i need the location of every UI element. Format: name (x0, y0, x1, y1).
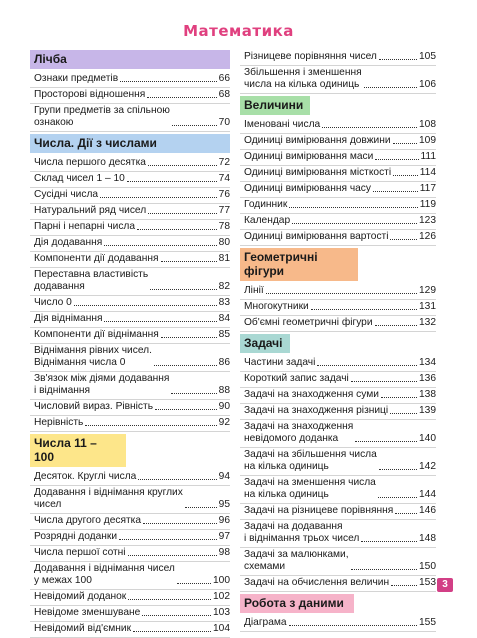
toc-entry[interactable] (30, 606, 230, 622)
toc-entry-label: Задачі на знаходження різниці (244, 405, 389, 416)
toc-entry-label: Короткий запис задачі (244, 373, 349, 384)
toc-entry[interactable] (30, 312, 230, 328)
toc-entry[interactable] (240, 316, 436, 332)
toc-entry-page-number: 134 (419, 357, 436, 368)
toc-entry-label: Одиниці вимірювання часу (244, 183, 371, 194)
toc-entry-page-number: 78 (218, 221, 230, 232)
dot-leader (74, 305, 217, 306)
section-header-quantities: Величини (240, 96, 310, 115)
dot-leader (155, 409, 217, 410)
toc-entry-label: Дія віднімання (34, 313, 103, 324)
dot-leader (375, 159, 418, 160)
toc-entry-label: Задачі на знаходження суми (244, 389, 379, 400)
toc-entry[interactable] (240, 230, 436, 246)
toc-entry-page-number: 148 (419, 533, 436, 544)
toc-entry-page-number: 104 (213, 623, 230, 634)
toc-entry-page-number: 66 (218, 73, 230, 84)
dot-leader (395, 513, 417, 514)
toc-entry[interactable] (30, 328, 230, 344)
dot-leader (364, 87, 417, 88)
toc-entry[interactable] (30, 530, 230, 546)
toc-entry-label: Календар (244, 215, 291, 226)
toc-entry-label: Просторові відношення (34, 89, 146, 100)
toc-entry[interactable] (30, 622, 230, 638)
dot-leader (161, 337, 217, 338)
toc-entry-page-number: 84 (218, 313, 230, 324)
toc-entry-page-number: 106 (419, 79, 436, 90)
dot-leader (143, 523, 217, 524)
dot-leader (128, 555, 217, 556)
dot-leader (390, 413, 417, 414)
toc-entry-label: Групи предметів за спільною ознакою (34, 105, 170, 128)
dot-leader (317, 365, 417, 366)
toc-entry[interactable] (240, 214, 436, 230)
dot-leader (375, 325, 417, 326)
toc-entry-page-number: 103 (213, 607, 230, 618)
toc-entry-page-number: 77 (218, 205, 230, 216)
toc-entry-label: Задачі на додавання і віднімання трьох чисел (244, 521, 360, 544)
toc-entry-page-number: 100 (213, 575, 230, 586)
dot-leader (355, 441, 417, 442)
dot-leader (351, 381, 417, 382)
toc-entry-label: Невідомий доданок (34, 591, 127, 602)
dot-leader (100, 197, 217, 198)
dot-leader (379, 469, 417, 470)
toc-entry-label: Розрядні доданки (34, 531, 118, 542)
dot-leader (104, 245, 216, 246)
toc-entry[interactable] (240, 616, 436, 632)
toc-entry-page-number: 150 (419, 561, 436, 572)
toc-entry[interactable] (30, 416, 230, 432)
toc-entry[interactable] (30, 72, 230, 88)
toc-entry-label: Збільшення і зменшення числа на кілька одиниць (244, 67, 362, 90)
toc-entry-label: Невідомий від'ємник (34, 623, 132, 634)
dot-leader (311, 309, 417, 310)
dot-leader (361, 541, 417, 542)
dot-leader (379, 59, 417, 60)
toc-entry-page-number: 144 (419, 489, 436, 500)
toc-entry[interactable] (240, 166, 436, 182)
toc-entry-page-number: 92 (218, 417, 230, 428)
toc-entry-page-number: 129 (419, 285, 436, 296)
toc-entry[interactable] (30, 268, 230, 296)
toc-entry-page-number: 139 (419, 405, 436, 416)
dot-leader (85, 425, 216, 426)
section-header-problems: Задачі (240, 334, 290, 353)
dot-leader (172, 125, 217, 126)
section-header-working-with-data: Робота з даними (240, 594, 354, 613)
dot-leader (289, 625, 417, 626)
toc-entry-page-number: 80 (218, 237, 230, 248)
toc-entry-page-number: 86 (218, 357, 230, 368)
toc-entry[interactable] (240, 548, 436, 576)
dot-leader (104, 321, 216, 322)
toc-entry-page-number: 90 (218, 401, 230, 412)
toc-entry-page-number: 94 (218, 471, 230, 482)
toc-entry-label: Число 0 (34, 297, 72, 308)
toc-entry-label: Задачі на зменшення числа на кілька одиниць (244, 477, 376, 500)
dot-leader (266, 293, 417, 294)
page-number-badge: 3 (437, 578, 453, 592)
toc-entry[interactable] (30, 156, 230, 172)
section-header-numbers-11-100: Числа 11 – 100 (30, 434, 126, 467)
toc-entry[interactable] (30, 344, 230, 372)
dot-leader (322, 127, 417, 128)
toc-entry[interactable] (30, 172, 230, 188)
toc-entry-page-number: 72 (218, 157, 230, 168)
left-column (30, 48, 230, 638)
toc-entry-page-number: 114 (419, 167, 436, 178)
toc-entry[interactable] (240, 182, 436, 198)
toc-entry[interactable] (30, 486, 230, 514)
toc-entry-label: Одиниці вимірювання місткості (244, 167, 392, 178)
section-list-quantities (240, 118, 436, 246)
dot-leader (137, 229, 217, 230)
toc-entry-label: Десяток. Круглі числа (34, 471, 137, 482)
toc-entry[interactable] (30, 470, 230, 486)
toc-entry[interactable] (30, 546, 230, 562)
toc-entry-label: Нерівність (34, 417, 84, 428)
section-header-numbers-operations: Числа. Дії з числами (30, 134, 230, 153)
toc-entry-page-number: 85 (218, 329, 230, 340)
toc-entry-page-number: 132 (419, 317, 436, 328)
dot-leader (148, 165, 217, 166)
toc-entry-page-number: 142 (419, 461, 436, 472)
toc-entry-page-number: 83 (218, 297, 230, 308)
toc-entry[interactable] (30, 104, 230, 132)
dot-leader (154, 365, 217, 366)
toc-entry-page-number: 105 (419, 51, 436, 62)
toc-entry-page-number: 102 (213, 591, 230, 602)
toc-entry[interactable] (240, 150, 436, 166)
toc-entry[interactable] (240, 372, 436, 388)
toc-entry[interactable] (30, 562, 230, 590)
toc-entry-page-number: 74 (218, 173, 230, 184)
section-list-counting (30, 72, 230, 132)
section-list-numbers-operations (30, 156, 230, 432)
dot-leader (171, 393, 216, 394)
toc-entry-page-number: 68 (218, 89, 230, 100)
toc-entry-page-number: 82 (218, 281, 230, 292)
toc-entry[interactable] (240, 356, 436, 372)
section-header-geometric-figures: Геометричні фігури (240, 248, 358, 281)
toc-entry-page-number: 81 (218, 253, 230, 264)
section-list-continued (240, 50, 436, 94)
toc-entry-label: Сусідні числа (34, 189, 99, 200)
toc-entry[interactable] (240, 520, 436, 548)
toc-entry-label: Годинник (244, 199, 288, 210)
toc-entry-label: Одиниці вимірювання довжини (244, 135, 391, 146)
toc-entry-label: Іменовані числа (244, 119, 321, 130)
toc-entry-label: Склад чисел 1 – 10 (34, 173, 125, 184)
section-list-geometric-figures (240, 284, 436, 332)
toc-entry-label: Невідоме зменшуване (34, 607, 141, 618)
toc-entry-page-number: 119 (419, 199, 436, 210)
dot-leader (393, 143, 417, 144)
toc-entry[interactable] (30, 372, 230, 400)
toc-entry-label: Додавання і віднімання круглих чисел (34, 487, 183, 510)
toc-entry-label: Компоненти дії додавання (34, 253, 159, 264)
dot-leader (150, 289, 217, 290)
toc-entry-label: Задачі на різницеве порівняння (244, 505, 394, 516)
toc-entry-page-number: 140 (419, 433, 436, 444)
dot-leader (147, 97, 216, 98)
dot-leader (393, 175, 418, 176)
toc-entry[interactable] (30, 204, 230, 220)
toc-entry[interactable] (30, 220, 230, 236)
toc-entry[interactable] (240, 284, 436, 300)
dot-leader (133, 631, 211, 632)
toc-entry-label: Дія додавання (34, 237, 103, 248)
toc-entry-label: Задачі за малюнками, схемами (244, 549, 349, 572)
toc-entry[interactable] (30, 590, 230, 606)
toc-entry-label: Частини задачі (244, 357, 316, 368)
toc-entry-label: Числовий вираз. Рівність (34, 401, 154, 412)
toc-entry-label: Числа першої сотні (34, 547, 126, 558)
toc-entry-label: Многокутники (244, 301, 309, 312)
toc-entry[interactable] (30, 88, 230, 104)
toc-entry-label: Зв'язок між діями додавання і віднімання (34, 373, 170, 396)
toc-entry-page-number: 111 (420, 151, 436, 162)
toc-entry[interactable] (30, 236, 230, 252)
toc-entry-page-number: 108 (419, 119, 436, 130)
toc-entry[interactable] (30, 296, 230, 312)
toc-entry-page-number: 153 (419, 577, 436, 588)
dot-leader (378, 497, 417, 498)
toc-entry-page-number: 136 (419, 373, 436, 384)
toc-entry[interactable] (240, 118, 436, 134)
dot-leader (381, 397, 417, 398)
toc-entry-page-number: 76 (218, 189, 230, 200)
dot-leader (119, 539, 217, 540)
toc-entry[interactable] (30, 514, 230, 530)
toc-entry[interactable] (30, 400, 230, 416)
toc-entry-label: Задачі на знаходження невідомого доданка (244, 421, 354, 444)
toc-entry-page-number: 97 (218, 531, 230, 542)
toc-entry[interactable] (240, 448, 436, 476)
toc-entry-label: Одиниці вимірювання вартості (244, 231, 389, 242)
dot-leader (390, 239, 417, 240)
toc-entry-label: Переставна властивість додавання (34, 269, 149, 292)
toc-entry[interactable] (240, 134, 436, 150)
section-header-counting: Лічба (30, 50, 230, 69)
right-column (240, 50, 436, 632)
toc-entry-label: Числа другого десятка (34, 515, 141, 526)
toc-entry-page-number: 126 (419, 231, 436, 242)
dot-leader (138, 479, 216, 480)
dot-leader (391, 585, 417, 586)
toc-entry-label: Парні і непарні числа (34, 221, 136, 232)
section-list-problems (240, 356, 436, 592)
toc-entry-label: Ознаки предметів (34, 73, 119, 84)
toc-entry-page-number: 146 (419, 505, 436, 516)
toc-entry[interactable] (240, 388, 436, 404)
toc-entry[interactable] (240, 198, 436, 214)
toc-entry[interactable] (240, 300, 436, 316)
toc-entry-label: Різницеве порівняння чисел (244, 51, 377, 62)
toc-entry-page-number: 96 (218, 515, 230, 526)
toc-entry-page-number: 117 (419, 183, 436, 194)
dot-leader (373, 191, 418, 192)
toc-entry-label: Лінії (244, 285, 264, 296)
toc-entry[interactable] (240, 576, 436, 592)
toc-entry[interactable] (240, 504, 436, 520)
dot-leader (185, 507, 217, 508)
dot-leader (128, 599, 211, 600)
toc-entry-label: Задачі на збільшення числа на кілька одиниць (244, 449, 377, 472)
dot-leader (289, 207, 417, 208)
toc-entry-label: Додавання і віднімання чисел у межах 100 (34, 563, 175, 586)
toc-entry[interactable] (30, 188, 230, 204)
toc-entry[interactable] (240, 50, 436, 66)
toc-entry-page-number: 95 (218, 499, 230, 510)
toc-entry[interactable] (240, 476, 436, 504)
toc-entry-page-number: 123 (419, 215, 436, 226)
toc-entry-page-number: 98 (218, 547, 230, 558)
toc-entry[interactable] (30, 252, 230, 268)
dot-leader (292, 223, 417, 224)
dot-leader (142, 615, 211, 616)
toc-entry-label: Натуральний ряд чисел (34, 205, 147, 216)
toc-entry-page-number: 70 (218, 117, 230, 128)
toc-entry-page-number: 155 (419, 617, 436, 628)
section-list-numbers-11-100 (30, 470, 230, 638)
toc-entry[interactable] (240, 66, 436, 94)
toc-entry-page-number: 131 (419, 301, 436, 312)
toc-entry-page-number: 109 (419, 135, 436, 146)
toc-entry-label: Задачі на обчислення величин (244, 577, 390, 588)
dot-leader (127, 181, 217, 182)
toc-entry-page-number: 88 (218, 385, 230, 396)
toc-entry-label: Віднімання рівних чисел. Віднімання числа 0 (34, 345, 152, 368)
toc-entry[interactable] (240, 404, 436, 420)
toc-entry-label: Об'ємні геометричні фігури (244, 317, 373, 328)
toc-entry-page-number: 138 (419, 389, 436, 400)
dot-leader (120, 81, 217, 82)
page-title: Математика (183, 22, 294, 40)
dot-leader (177, 583, 211, 584)
toc-entry-label: Компоненти дії віднімання (34, 329, 159, 340)
toc-entry[interactable] (240, 420, 436, 448)
dot-leader (161, 261, 217, 262)
section-list-working-with-data (240, 616, 436, 632)
toc-entry-label: Одиниці вимірювання маси (244, 151, 374, 162)
dot-leader (148, 213, 216, 214)
toc-entry-label: Діаграма (244, 617, 287, 628)
dot-leader (351, 569, 417, 570)
toc-entry-label: Числа першого десятка (34, 157, 146, 168)
